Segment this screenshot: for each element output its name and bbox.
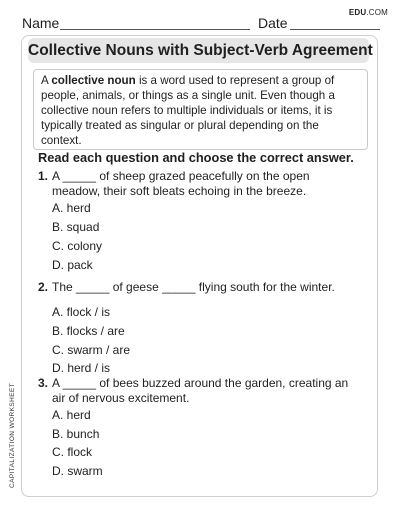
question-number: 2. (38, 280, 49, 294)
side-label: CAPITALIZATION WORKSHEET (9, 382, 16, 488)
brand-logo: EDU.COM (348, 8, 388, 17)
question-text: The _____ of geese _____ flying south for the winter. (52, 280, 335, 294)
date-label: Date (258, 15, 288, 31)
question-number: 1. (38, 169, 49, 183)
q2-option-b[interactable]: B. flocks / are (52, 324, 125, 338)
question-1 (38, 169, 358, 199)
question-3 (38, 376, 358, 406)
worksheet-title: Collective Nouns with Subject-Verb Agreement (28, 38, 369, 63)
question-2 (38, 280, 358, 295)
q2-option-d[interactable]: D. herd / is (52, 361, 111, 375)
q3-option-c[interactable]: C. flock (52, 445, 93, 459)
q1-option-d[interactable]: D. pack (52, 258, 93, 272)
q3-option-b[interactable]: B. bunch (52, 427, 100, 441)
instructions: Read each question and choose the correct answer. (38, 150, 354, 165)
q3-option-a[interactable]: A. herd (52, 408, 91, 422)
date-field-line[interactable] (290, 29, 380, 30)
question-text: A _____ of sheep grazed peacefully on the open meadow, their soft bleats echoing in the breeze. (52, 169, 310, 198)
question-number: 3. (38, 376, 49, 390)
q1-option-b[interactable]: B. squad (52, 220, 100, 234)
q2-option-c[interactable]: C. swarm / are (52, 343, 131, 357)
q1-option-c[interactable]: C. colony (52, 239, 103, 253)
definition-box: A collective noun is a word used to represent a group of people, animals, or things as a single unit. Even though a collective noun refers to multiple individuals or items, it is typically treated as singular or plural depending on the context. (33, 69, 368, 150)
definition-term: collective noun (51, 74, 136, 87)
q3-option-d[interactable]: D. swarm (52, 464, 103, 478)
question-text: A _____ of bees buzzed around the garden, creating an air of nervous excitement. (52, 376, 349, 405)
q2-option-a[interactable]: A. flock / is (52, 305, 111, 319)
q1-option-a[interactable]: A. herd (52, 201, 91, 215)
name-label: Name (22, 15, 60, 31)
name-field-line[interactable] (60, 29, 250, 30)
